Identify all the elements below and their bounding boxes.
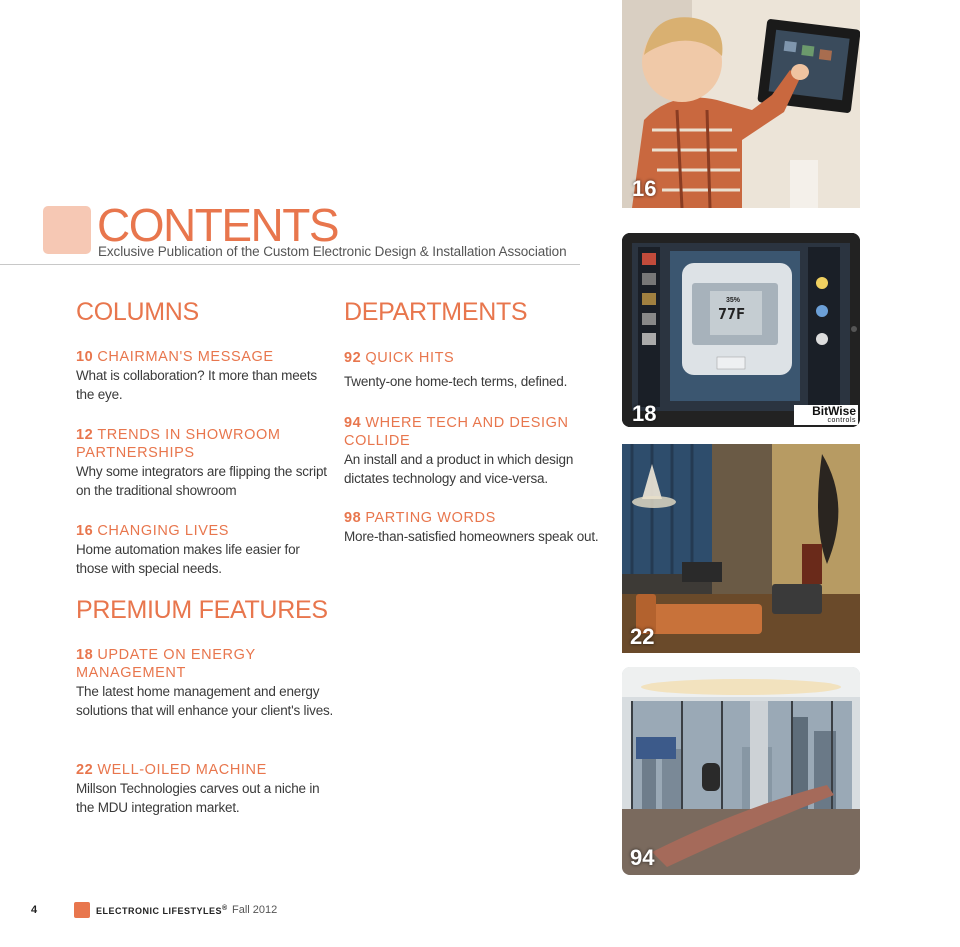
entry-title-text: PARTING WORDS [365, 510, 496, 526]
entry-page-number: 92 [344, 350, 362, 366]
photo-page-number: 94 [630, 845, 655, 870]
toc-entry-trends-showroom[interactable] [76, 426, 334, 500]
tablet-thermostat-illustration [622, 233, 860, 427]
entry-page-number: 16 [76, 523, 94, 539]
entry-description: What is collaboration? It more than meets the eye. [76, 368, 317, 402]
photo-page-number: 22 [630, 624, 655, 649]
entry-page-number: 10 [76, 349, 94, 365]
photo-page-number: 16 [632, 176, 657, 201]
footer-logo-icon [74, 902, 90, 918]
photo-page-18[interactable] [622, 233, 860, 427]
entry-description: Twenty-one home-tech terms, defined. [344, 374, 568, 389]
footer-page-number: 4 [31, 904, 38, 916]
entry-page-number: 18 [76, 647, 94, 663]
entry-description: An install and a product in which design dictates technology and vice-versa. [344, 452, 574, 486]
entry-title [344, 349, 602, 367]
footer-brand [96, 905, 228, 916]
entry-title-text: CHANGING LIVES [97, 523, 230, 539]
entry-description: The latest home management and energy solutions that will enhance your client's lives. [76, 684, 334, 718]
toc-entry-well-oiled-machine[interactable] [76, 761, 334, 817]
toc-entry-tech-design-collide[interactable] [344, 414, 602, 488]
photo-page-22[interactable] [622, 444, 860, 653]
entry-title [76, 646, 334, 682]
entry-title [344, 509, 602, 527]
entry-title [76, 426, 334, 462]
lobby-illustration [622, 444, 860, 653]
header-divider [0, 264, 580, 265]
entry-title [344, 414, 602, 450]
penthouse-illustration [622, 667, 860, 875]
contents-logo-square [43, 206, 91, 254]
thermostat-temperature: 77F [718, 305, 746, 323]
bitwise-logo [794, 405, 858, 425]
entry-description: More-than-satisfied homeowners speak out. [344, 529, 599, 544]
bitwise-sub: controls [827, 417, 856, 424]
entry-title-text: WHERE TECH AND DESIGN COLLIDE [344, 415, 569, 449]
toc-entry-chairmans-message[interactable] [76, 348, 334, 404]
entry-title-text: TRENDS IN SHOWROOM PARTNERSHIPS [76, 427, 281, 461]
entry-title-text: UPDATE ON ENERGY MANAGEMENT [76, 647, 256, 681]
footer-brand-text: ELECTRONIC LIFESTYLES [96, 906, 223, 916]
departments-heading: DEPARTMENTS [344, 298, 528, 326]
footer-brand-reg: ® [222, 905, 228, 912]
toc-entry-changing-lives[interactable] [76, 522, 334, 578]
toc-entry-parting-words[interactable] [344, 509, 602, 546]
photo-page-16[interactable] [622, 0, 860, 208]
entry-page-number: 98 [344, 510, 362, 526]
entry-description: Why some integrators are flipping the script on the traditional showroom [76, 464, 327, 498]
entry-title-text: WELL-OILED MACHINE [97, 762, 267, 778]
entry-description: Home automation makes life easier for those with special needs. [76, 542, 300, 576]
entry-title-text: CHAIRMAN'S MESSAGE [97, 349, 274, 365]
entry-description: Millson Technologies carves out a niche in the MDU integration market. [76, 781, 320, 815]
page-title: CONTENTS [97, 199, 338, 251]
thermostat-humidity: 35% [726, 297, 741, 304]
bitwise-brand: BitWise [812, 404, 856, 418]
entry-page-number: 12 [76, 427, 94, 443]
columns-heading: COLUMNS [76, 298, 199, 326]
page-subtitle: Exclusive Publication of the Custom Electronic Design & Installation Association [98, 244, 567, 259]
photo-page-number: 18 [632, 401, 657, 426]
entry-title [76, 348, 334, 366]
footer-issue: Fall 2012 [232, 904, 278, 916]
entry-page-number: 22 [76, 762, 94, 778]
toc-entry-energy-management[interactable] [76, 646, 334, 720]
toc-entry-quick-hits[interactable] [344, 349, 602, 391]
premium-features-heading: PREMIUM FEATURES [76, 596, 328, 624]
entry-title [76, 761, 334, 779]
entry-title [76, 522, 334, 540]
entry-title-text: QUICK HITS [365, 350, 455, 366]
child-touchscreen-illustration [622, 0, 860, 208]
entry-page-number: 94 [344, 415, 362, 431]
photo-page-94[interactable] [622, 667, 860, 875]
